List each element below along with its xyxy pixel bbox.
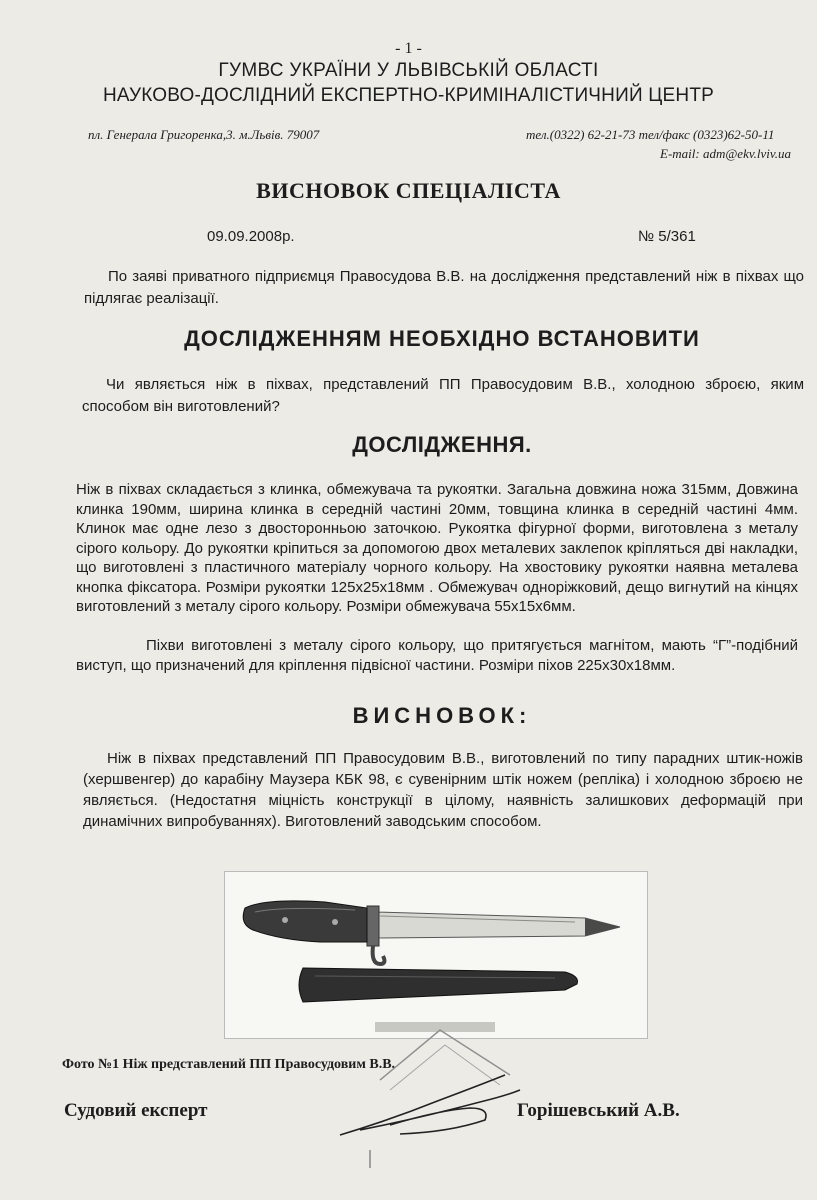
intro-paragraph: По заяві приватного підприємця Правосудова В.В. на дослідження представлений ніж в піхвах що підлягає реалізації.	[84, 268, 804, 307]
email: E-mail: adm@ekv.lviv.ua	[660, 146, 791, 161]
section-heading-task: ДОСЛІДЖЕННЯМ НЕОБХІДНО ВСТАНОВИТИ	[184, 326, 700, 351]
organization-name: ГУМВС УКРАЇНИ У ЛЬВІВСЬКІЙ ОБЛАСТІ	[218, 60, 599, 81]
research-paragraph: Ніж в піхвах складається з клинка, обмежувача та рукоятки. Загальна довжина ножа 315мм, Довжина клинка 190мм, ширина клинка в середній частині 20мм, товщина клинка в середній частині 4мм. Клинок має одне лезо з двосторонньою заточкою. Рукоятка фігурної форми, виготовлена з металу сірого кольору. До рукоятки кріпиться за допомогою двох металевих заклепок кріпляться дві накладки, що виготовлені з пластичного матеріалу чорного кольору. На хвостовику рукоятки наявна металева кнопка фіксатора. Розміри рукоятки 125x25x18мм . Обмежувач одноріжковий, дещо вигнутий на кінцях виготовлений з металу сірого кольору. Розміри обмежувача 55x15x6мм.	[76, 481, 798, 615]
phone-fax: тел.(0322) 62-21-73 тел/факс (0323)62-50-11	[526, 127, 775, 142]
expert-name: Горішевський А.В.	[517, 1100, 680, 1121]
organization-subtitle: НАУКОВО-ДОСЛІДНИЙ ЕКСПЕРТНО-КРИМІНАЛІСТИЧНИЙ ЦЕНТР	[102, 85, 715, 106]
document-title: ВИСНОВОК СПЕЦІАЛІСТА	[256, 178, 561, 203]
document-number: № 5/361	[638, 228, 696, 245]
signature-mark	[330, 1050, 530, 1170]
photo-caption: Фото №1 Ніж представлений ПП Правосудовим В.В.	[62, 1057, 396, 1072]
knife-illustration	[225, 872, 647, 1038]
knife-photo	[224, 871, 648, 1039]
sheath-paragraph: Піхви виготовлені з металу сірого кольору, що притягується магнітом, мають “Г”-подібний виступ, що призначений для кріплення підвісної частини. Розміри піхов 225x30x18мм.	[76, 637, 798, 674]
section-heading-research: ДОСЛІДЖЕННЯ.	[352, 432, 532, 457]
expert-role: Судовий експерт	[64, 1100, 208, 1121]
document-date: 09.09.2008р.	[207, 228, 295, 245]
section-heading-conclusion: ВИСНОВОК:	[352, 703, 532, 728]
conclusion-paragraph: Ніж в піхвах представлений ПП Правосудовим В.В., виготовлений по типу парадних штик-ножів (хершвенгер) до карабіну Маузера КБК 98, є сувенірним штік ножем (репліка) і холодною зброєю не являється. (Недостатня міцність конструкції в цілому, наявність залишкових деформацій при динамічних випробуваннях). Виготовлений заводським способом.	[83, 750, 803, 830]
task-paragraph: Чи являється ніж в піхвах, представлений ПП Правосудовим В.В., холодною зброєю, яким способом він виготовлений?	[82, 376, 804, 415]
address: пл. Генерала Григоренка,3. м.Львів. 79007	[88, 127, 320, 142]
page-number: - 1 -	[395, 40, 422, 57]
